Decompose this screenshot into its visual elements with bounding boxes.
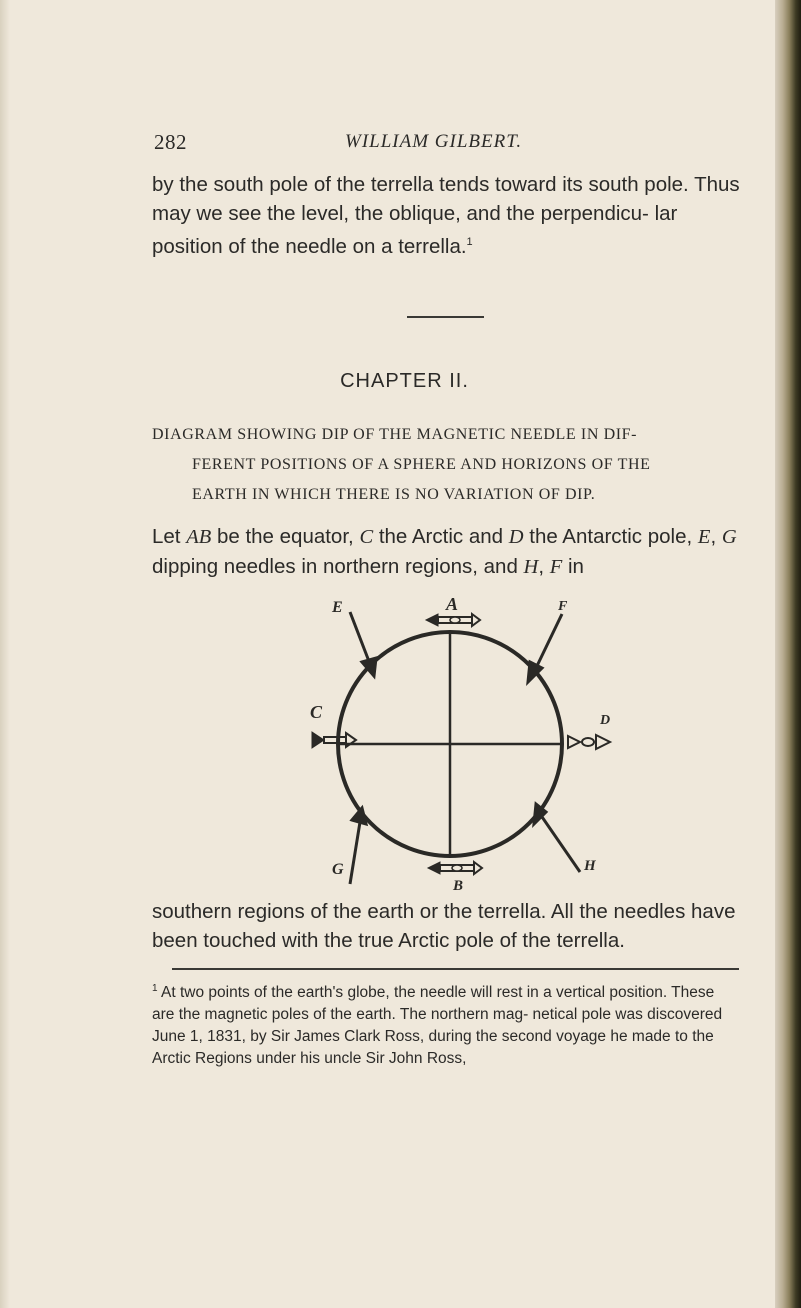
para2-text: be the equator, — [211, 525, 360, 548]
label-c: C — [359, 526, 374, 548]
diagram-label-e: E — [332, 599, 343, 616]
diagram-label-a: A — [446, 594, 459, 614]
diagram-label-b: B — [453, 878, 464, 892]
needle-b — [428, 862, 482, 874]
caption-line-2: FERENT POSITIONS OF A SPHERE AND HORIZONS OF THE — [192, 456, 651, 473]
needle-f — [528, 614, 562, 682]
paragraph-1-text: by the south pole of the terrella tends toward its south pole. Thus may we see the level, the oblique, and the perpendicu- lar position of the needle on a terrella. — [152, 173, 740, 258]
chapter-title — [0, 370, 801, 393]
paragraph-2 — [152, 522, 742, 582]
para2-text: in — [562, 555, 584, 578]
label-g: G — [721, 526, 737, 548]
para2-text: the Antarctic pole, — [523, 525, 698, 548]
needle-a — [426, 614, 480, 626]
page-left-edge — [0, 0, 10, 1308]
label-e: E — [697, 526, 711, 548]
paragraph-3: southern regions of the earth or the terrella. All the needles have been touched with the true Arctic pole of the terrella. — [152, 900, 736, 952]
needle-c — [312, 732, 356, 748]
footnote-divider — [172, 968, 739, 970]
caption-line-3: EARTH IN WHICH THERE IS NO VARIATION OF DIP. — [192, 486, 596, 503]
para2-text: , — [538, 555, 550, 578]
para2-text: the Arctic and — [373, 525, 509, 548]
diagram-label-c: C — [310, 702, 323, 722]
para2-text: dipping needles in northern regions, and — [152, 555, 524, 578]
label-h: H — [523, 556, 539, 578]
needle-d — [568, 735, 610, 749]
needle-g — [350, 808, 366, 884]
footnote-text: At two points of the earth's globe, the needle will rest in a vertical position. These are the magnetic poles of the earth. The northern mag- netical pole was discovered June 1, 1831, by Sir James Clark Ross, during the second voyage he made to the Arctic Regions under his uncle Sir John Ross, — [152, 984, 723, 1068]
label-ab: AB — [186, 526, 212, 548]
section-divider — [407, 316, 484, 318]
footnote-marker: 1 — [152, 983, 158, 994]
needle-h — [534, 804, 580, 872]
caption-line-1: DIAGRAM SHOWING DIP OF THE MAGNETIC NEEDLE IN DIF- — [152, 426, 638, 443]
para2-text: , — [710, 525, 722, 548]
diagram-label-h: H — [584, 858, 596, 874]
label-d: D — [508, 526, 524, 548]
footnote — [152, 978, 740, 1070]
paragraph-1 — [152, 170, 742, 261]
label-f: F — [549, 556, 563, 578]
para2-text: Let — [152, 525, 187, 548]
diagram-label-g: G — [332, 861, 344, 878]
needle-e — [350, 612, 376, 676]
diagram-label-f: F — [558, 599, 568, 614]
chapter-title-text: CHAPTER II. — [340, 370, 469, 392]
dip-diagram — [250, 592, 650, 892]
page-number: 282 — [154, 130, 187, 154]
page-right-edge — [775, 0, 801, 1308]
diagram-label-d: D — [600, 713, 611, 728]
running-head: WILLIAM GILBERT. — [345, 131, 523, 152]
chapter-caption — [152, 420, 744, 510]
footnote-reference: 1 — [466, 236, 473, 248]
